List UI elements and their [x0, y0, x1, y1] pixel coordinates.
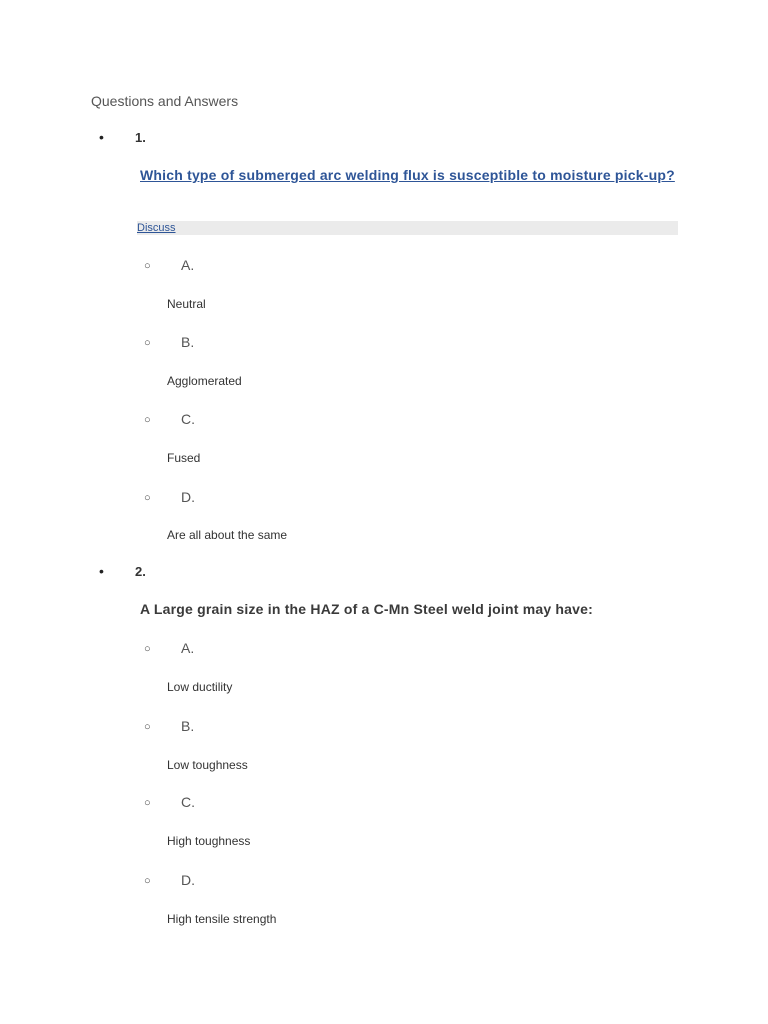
circle-bullet-icon: ○: [144, 260, 151, 272]
option-text[interactable]: Low ductility: [167, 680, 233, 694]
circle-bullet-icon: ○: [144, 643, 151, 655]
circle-bullet-icon: ○: [144, 337, 151, 349]
option-letter: C.: [181, 794, 195, 810]
option-letter: B.: [181, 718, 195, 734]
option-text[interactable]: Neutral: [167, 297, 206, 311]
option-letter: D.: [181, 489, 195, 505]
option-text[interactable]: High tensile strength: [167, 912, 277, 926]
option-letter: A.: [181, 257, 195, 273]
question-number: 2.: [135, 564, 146, 579]
circle-bullet-icon: ○: [144, 414, 151, 426]
option-text[interactable]: High toughness: [167, 834, 251, 848]
option-text[interactable]: Low toughness: [167, 758, 248, 772]
option-letter: B.: [181, 334, 195, 350]
circle-bullet-icon: ○: [144, 797, 151, 809]
circle-bullet-icon: ○: [144, 875, 151, 887]
option-letter: A.: [181, 640, 195, 656]
discuss-link[interactable]: Discuss: [137, 222, 176, 234]
question-number: 1.: [135, 130, 146, 145]
option-text[interactable]: Agglomerated: [167, 374, 242, 388]
option-letter: C.: [181, 411, 195, 427]
circle-bullet-icon: ○: [144, 721, 151, 733]
question-text: A Large grain size in the HAZ of a C-Mn Steel weld joint may have:: [140, 601, 593, 617]
bullet-icon: •: [99, 129, 104, 145]
question-text-link[interactable]: Which type of submerged arc welding flux is susceptible to moisture pick-up?: [140, 167, 675, 183]
option-letter: D.: [181, 872, 195, 888]
circle-bullet-icon: ○: [144, 492, 151, 504]
option-text[interactable]: Are all about the same: [167, 528, 288, 542]
option-text[interactable]: Fused: [167, 451, 201, 465]
page-heading: Questions and Answers: [91, 93, 239, 109]
bullet-icon: •: [99, 563, 104, 579]
discuss-bar: [137, 221, 678, 235]
